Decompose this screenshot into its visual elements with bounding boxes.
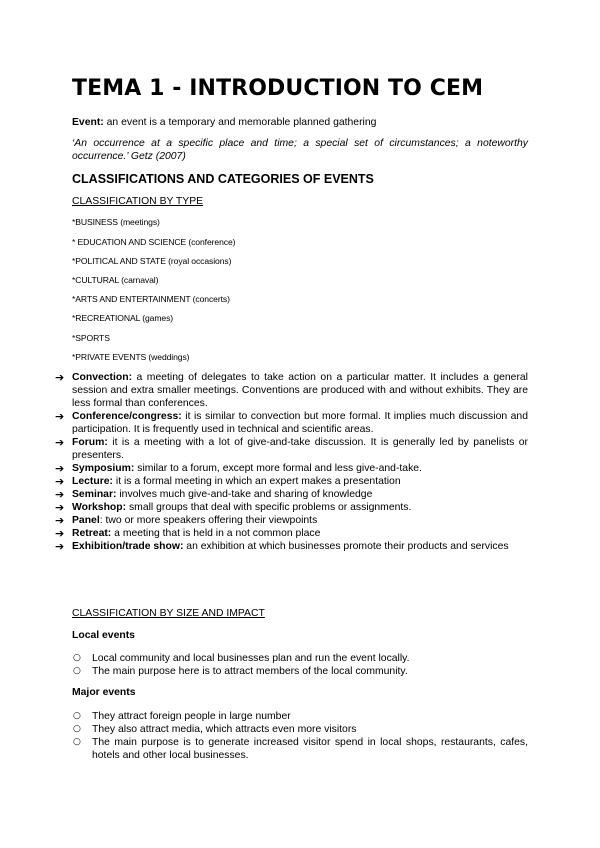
- list-item: [55, 501, 528, 514]
- local-events-label: Local events: [72, 630, 135, 641]
- circle-bullet-icon: ○: [73, 653, 81, 663]
- type-item: *PRIVATE EVENTS (weddings): [72, 352, 190, 362]
- event-type-text: small groups that deal with specific problems or assignments.: [126, 502, 412, 513]
- event-type-text: an exhibition at which businesses promote their products and services: [183, 541, 509, 552]
- list-item: [55, 475, 528, 488]
- type-item: *SPORTS: [72, 333, 110, 343]
- arrow-bullet-icon: ➔: [55, 371, 65, 384]
- event-type-text: similar to a forum, except more formal and less give-and-take.: [134, 463, 422, 474]
- event-type-text: a meeting of delegates to take action on a particular matter. It includes a general session and extra smaller meetings. Conventions are produced with and without exhibits. They are less formal than conferences.: [72, 372, 528, 409]
- list-item: [72, 710, 528, 723]
- event-type-term: Conference/congress:: [72, 411, 182, 422]
- list-item: [72, 652, 528, 665]
- event-definition: [72, 116, 376, 129]
- list-item-text: Local community and local businesses plan and run the event locally.: [92, 653, 410, 664]
- list-item: [55, 540, 528, 553]
- type-item: *RECREATIONAL (games): [72, 313, 174, 323]
- list-item: [55, 371, 528, 410]
- section-heading: CLASSIFICATIONS AND CATEGORIES OF EVENTS: [72, 172, 374, 186]
- getz-quote: ‘An occurrence at a specific place and time; a special set of circumstances; a noteworthy occurrence.’ Getz (2007): [72, 138, 528, 162]
- type-item: *ARTS AND ENTERTAINMENT (concerts): [72, 294, 230, 304]
- circle-bullet-icon: ○: [73, 724, 81, 734]
- arrow-bullet-icon: ➔: [55, 501, 65, 514]
- arrow-bullet-icon: ➔: [55, 514, 65, 527]
- list-item-text: They attract foreign people in large number: [92, 711, 291, 722]
- event-type-text: it is a formal meeting in which an expert makes a presentation: [113, 476, 401, 487]
- event-type-text: involves much give-and-take and sharing of knowledge: [116, 489, 373, 500]
- arrow-bullet-icon: ➔: [55, 527, 65, 540]
- local-events-list: [72, 652, 528, 678]
- type-item: *BUSINESS (meetings): [72, 217, 160, 227]
- arrow-bullet-icon: ➔: [55, 475, 65, 488]
- event-types-list: [55, 371, 528, 553]
- major-events-list: [72, 710, 528, 762]
- event-type-term: Exhibition/trade show:: [72, 541, 184, 552]
- list-item: [55, 436, 528, 462]
- major-events-label: Major events: [72, 687, 136, 698]
- event-term: Event:: [72, 117, 104, 128]
- list-item-text: They also attract media, which attracts even more visitors: [92, 724, 357, 735]
- arrow-bullet-icon: ➔: [55, 540, 65, 553]
- circle-bullet-icon: ○: [73, 737, 81, 747]
- event-type-term: Convection:: [72, 372, 133, 383]
- event-type-term: Forum:: [72, 437, 108, 448]
- circle-bullet-icon: ○: [73, 711, 81, 721]
- event-type-text: : two or more speakers offering their viewpoints: [99, 515, 318, 526]
- type-item: *CULTURAL (carnaval): [72, 275, 159, 285]
- event-type-term: Symposium:: [72, 463, 135, 474]
- list-item: [55, 488, 528, 501]
- circle-bullet-icon: ○: [73, 666, 81, 676]
- arrow-bullet-icon: ➔: [55, 436, 65, 449]
- event-type-term: Panel: [72, 515, 100, 526]
- type-item: *POLITICAL AND STATE (royal occasions): [72, 256, 232, 266]
- event-type-text: it is a meeting with a lot of give-and-take discussion. It is generally led by panelists or presenters.: [72, 437, 528, 461]
- event-type-term: Retreat:: [72, 528, 112, 539]
- arrow-bullet-icon: ➔: [55, 462, 65, 475]
- event-type-term: Lecture:: [72, 476, 113, 487]
- type-item: * EDUCATION AND SCIENCE (conference): [72, 237, 236, 247]
- list-item: [72, 736, 528, 762]
- classification-by-size-heading: CLASSIFICATION BY SIZE AND IMPACT: [72, 608, 265, 619]
- list-item-text: The main purpose here is to attract members of the local community.: [92, 666, 408, 677]
- event-type-text: a meeting that is held in a not common place: [111, 528, 321, 539]
- event-type-term: Seminar:: [72, 489, 117, 500]
- list-item: [72, 723, 528, 736]
- list-item: [55, 514, 528, 527]
- arrow-bullet-icon: ➔: [55, 410, 65, 423]
- list-item-text: The main purpose is to generate increased visitor spend in local shops, restaurants, cafes, hotels and other local businesses.: [92, 737, 528, 761]
- list-item: [72, 665, 528, 678]
- list-item: [55, 462, 528, 475]
- list-item: [55, 410, 528, 436]
- classification-by-type-heading: CLASSIFICATION BY TYPE: [72, 196, 204, 207]
- event-type-text: it is similar to convection but more formal. It implies much discussion and participation. It is frequently used in technical and scientific areas.: [72, 411, 528, 435]
- event-type-term: Workshop:: [72, 502, 127, 513]
- document-title: TEMA 1 - INTRODUCTION TO CEM: [72, 76, 484, 101]
- list-item: [55, 527, 528, 540]
- event-definition-text: an event is a temporary and memorable planned gathering: [103, 117, 377, 128]
- arrow-bullet-icon: ➔: [55, 488, 65, 501]
